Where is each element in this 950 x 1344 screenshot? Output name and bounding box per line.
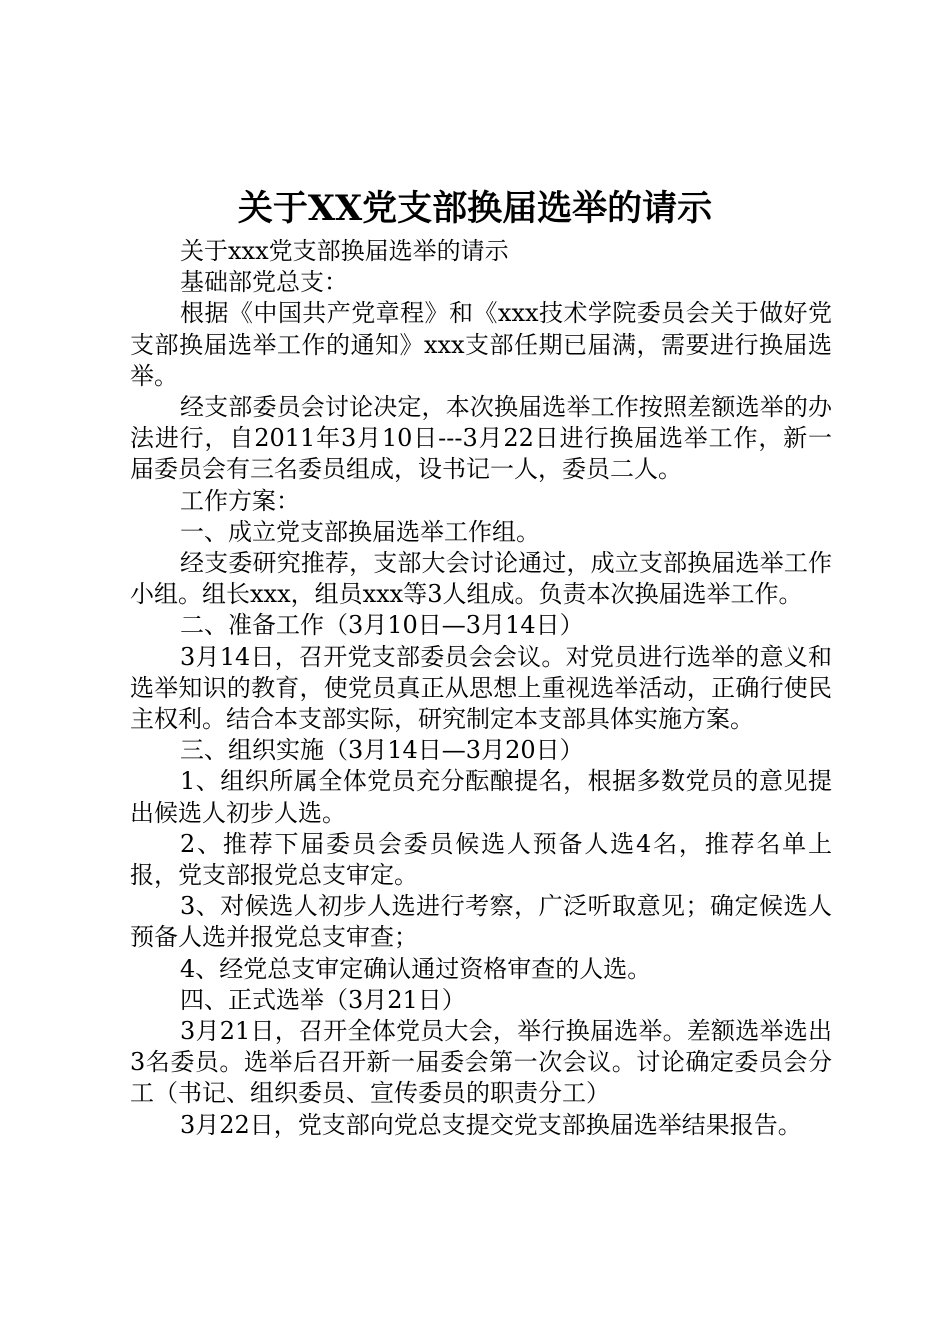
- document-title: 关于XX党支部换届选举的请示: [237, 188, 713, 229]
- body-paragraph: 3月14日，召开党支部委员会会议。对党员进行选举的意义和选举知识的教育，使党员真正从思想上重视选举活动，正确行使民主权利。结合本支部实际，研究制定本支部具体实施方案。: [130, 642, 832, 734]
- list-item: 3、对候选人初步人选进行考察，广泛听取意见；确定候选人预备人选并报党总支审查；: [130, 892, 832, 952]
- section-heading: 三、组织实施（3月14日—3月20日）: [180, 736, 584, 765]
- body-paragraph: 经支部委员会讨论决定，本次换届选举工作按照差额选举的办法进行，自2011年3月10日---3月22日进行换届选举工作，新一届委员会有三名委员组成，设书记一人，委员二人。: [130, 393, 832, 484]
- section-heading: 二、准备工作（3月10日—3月14日）: [180, 611, 584, 640]
- section-heading: 工作方案：: [180, 486, 300, 515]
- list-item: 2、推荐下届委员会委员候选人预备人选4名，推荐名单上报，党支部报党总支审定。: [130, 829, 832, 890]
- body-paragraph: 3月22日，党支部向党总支提交党支部换届选举结果报告。: [180, 1110, 802, 1139]
- addressee: 基础部党总支：: [180, 268, 348, 297]
- body-paragraph: 根据《中国共产党章程》和《xxx技术学院委员会关于做好党支部换届选举工作的通知》xxx支部任期已届满，需要进行换届选举。: [130, 299, 832, 390]
- section-heading: 四、正式选举（3月21日）: [180, 985, 466, 1014]
- body-paragraph: 3月21日，召开全体党员大会，举行换届选举。差额选举选出3名委员。选举后召开新一届委会第一次会议。讨论确定委员会分工（书记、组织委员、宣传委员的职责分工）: [130, 1017, 832, 1108]
- list-item: 1、组织所属全体党员充分酝酿提名，根据多数党员的意见提出候选人初步人选。: [130, 767, 832, 827]
- section-heading: 一、成立党支部换届选举工作组。: [180, 517, 540, 546]
- subject-line: 关于xxx党支部换届选举的请示: [180, 237, 509, 265]
- list-item: 4、经党总支审定确认通过资格审查的人选。: [180, 954, 652, 983]
- document-body: [130, 236, 832, 1141]
- body-paragraph: 经支委研究推荐，支部大会讨论通过，成立支部换届选举工作小组。组长xxx，组员xxx等3人组成。负责本次换届选举工作。: [130, 549, 832, 609]
